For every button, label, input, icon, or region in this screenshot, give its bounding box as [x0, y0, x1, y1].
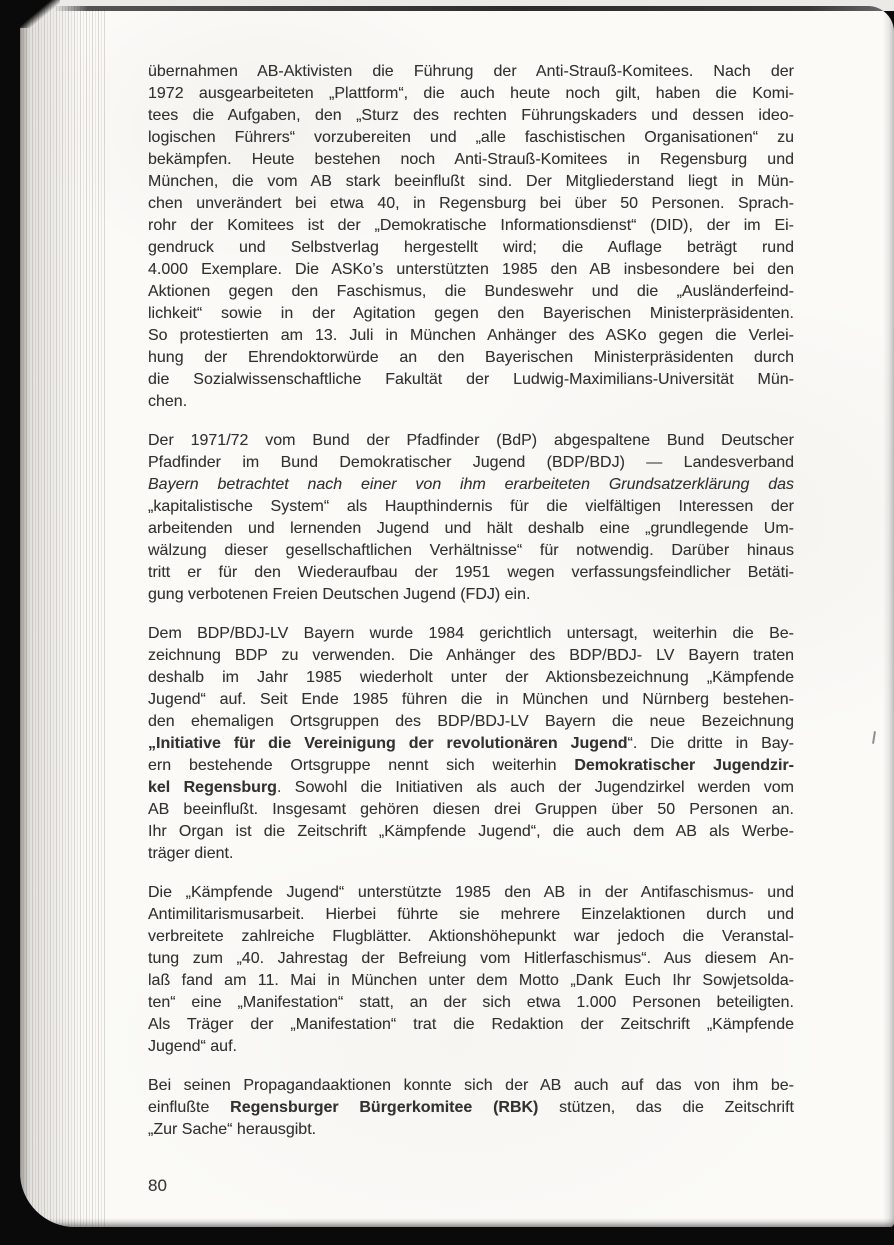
bold-text: „Initiative für die Vereinigung der revolutionären Jugend	[148, 735, 628, 752]
text-line	[148, 127, 794, 149]
paragraph	[148, 623, 794, 865]
text-line	[148, 689, 794, 711]
text-line	[148, 303, 794, 325]
text-line	[148, 83, 794, 105]
text-segment: Jugend“ auf.	[148, 1038, 237, 1055]
text-segment: verbreitete zahlreiche Flugblätter. Aktionshöhepunkt war jedoch die Veranstal-	[148, 928, 794, 945]
text-segment: “. Die dritte in Bay-	[627, 735, 794, 752]
text-line	[148, 193, 794, 215]
text-line	[148, 540, 794, 562]
text-line	[148, 667, 794, 689]
text-line	[148, 496, 794, 518]
text-line	[148, 799, 794, 821]
text-line	[148, 562, 794, 584]
text-line	[148, 1014, 794, 1036]
text-line	[148, 1075, 794, 1097]
text-segment: chen.	[148, 393, 188, 410]
bold-text: kel Regensburg	[148, 779, 277, 796]
text-line	[148, 623, 794, 645]
text-line	[148, 821, 794, 843]
text-line	[148, 259, 794, 281]
page-bottom-edge-shadow	[20, 1218, 894, 1227]
paragraph	[148, 430, 794, 606]
text-segment: die Sozialwissenschaftliche Fakultät der Ludwig-Maximilians-Universität Mün-	[148, 371, 794, 388]
paragraph	[148, 61, 794, 413]
text-line	[148, 215, 794, 237]
text-segment: Bei seinen Propagandaaktionen konnte sich der AB auch auf das von ihm be-	[148, 1077, 794, 1094]
text-line	[148, 992, 794, 1014]
text-segment: . Sowohl die Initiativen als auch der Jugendzirkel werden vom	[276, 779, 795, 796]
text-line	[148, 325, 794, 347]
text-line	[148, 171, 794, 193]
text-segment: AB beeinflußt. Insgesamt gehören diesen drei Gruppen über 50 Personen an.	[148, 801, 794, 818]
body-text-block	[148, 61, 794, 1158]
text-line	[148, 926, 794, 948]
text-line	[148, 105, 794, 127]
text-segment: Dem BDP/BDJ-LV Bayern wurde 1984 gerichtlich untersagt, weiterhin die Be-	[148, 625, 794, 642]
text-line	[148, 391, 794, 413]
text-segment: 1972 ausgearbeiteten „Plattform“, die auch heute noch gilt, haben die Komi-	[148, 85, 794, 102]
text-line	[148, 369, 794, 391]
text-segment: München, die vom AB stark beeinflußt sind. Der Mitgliederstand liegt in Mün-	[148, 173, 794, 190]
text-segment: 4.000 Exemplare. Die ASKo’s unterstützten 1985 den AB insbesondere bei den	[148, 261, 794, 278]
text-segment: stützen, das die Zeitschrift	[538, 1099, 794, 1116]
text-line	[148, 281, 794, 303]
italic-text: Bayern betrachtet nach einer von ihm erarbeiteten Grundsatzerklärung das	[148, 476, 794, 493]
text-segment: wälzung dieser gesellschaftlichen Verhältnisse“ für notwendig. Darüber hinaus	[148, 542, 794, 559]
text-line	[148, 430, 794, 452]
text-segment: einflußte	[148, 1099, 231, 1116]
text-line	[148, 584, 794, 606]
text-line	[148, 882, 794, 904]
text-segment: So protestierten am 13. Juli in München Anhänger des ASKo gegen die Verlei-	[148, 327, 794, 344]
text-line	[148, 237, 794, 259]
text-line	[148, 645, 794, 667]
text-segment: tees die Aufgaben, den „Sturz des rechten Führungskaders und dessen ideo-	[148, 107, 794, 124]
text-line	[148, 149, 794, 171]
text-segment: Aktionen gegen den Faschismus, die Bundeswehr und die „Ausländerfeind-	[148, 283, 794, 300]
page-top-edge-shadow	[54, 6, 894, 11]
text-segment: ern bestehende Ortsgruppe nennt sich weiterhin	[148, 757, 575, 774]
text-segment: deshalb im Jahr 1985 wiederholt unter der Aktionsbezeichnung „Kämpfende	[148, 669, 794, 686]
page-stack-fore-edge	[20, 6, 106, 1227]
text-line	[148, 474, 794, 496]
text-segment: den ehemaligen Ortsgruppen des BDP/BDJ-LV Bayern die neue Bezeichnung	[148, 713, 794, 730]
text-line	[148, 948, 794, 970]
text-line	[148, 733, 794, 755]
text-segment: lichkeit“ sowie in der Agitation gegen den Bayerischen Ministerpräsidenten.	[148, 305, 794, 322]
text-line	[148, 843, 794, 865]
text-line	[148, 970, 794, 992]
text-segment: bekämpfen. Heute bestehen noch Anti-Strauß-Komitees in Regensburg und	[148, 151, 794, 168]
text-line	[148, 452, 794, 474]
text-segment: laß fand am 11. Mai in München unter dem Motto „Dank Euch Ihr Sowjetsolda-	[148, 972, 794, 989]
text-line	[148, 347, 794, 369]
page-number: 80	[148, 1176, 167, 1195]
bold-text: Demokratischer Jugendzir-	[574, 757, 794, 774]
text-segment: Jugend“ auf. Seit Ende 1985 führen die in München und Nürnberg bestehen-	[148, 691, 794, 708]
text-line	[148, 1097, 794, 1119]
text-line	[148, 904, 794, 926]
text-segment: „kapitalistische System“ als Haupthindernis für die vielfältigen Interessen der	[148, 498, 794, 515]
text-segment: gung verbotenen Freien Deutschen Jugend (FDJ) ein.	[148, 586, 531, 603]
paragraph	[148, 882, 794, 1058]
paragraph	[148, 1075, 794, 1141]
text-line	[148, 777, 794, 799]
text-segment: rohr der Komitees ist der „Demokratische Informationsdienst“ (DID), der im Ei-	[148, 217, 794, 234]
bold-text: Regensburger Bürgerkomitee (RBK)	[230, 1099, 539, 1116]
text-segment: hung der Ehrendoktorwürde an den Bayerischen Ministerpräsidenten durch	[148, 349, 794, 366]
text-segment: „Zur Sache“ herausgibt.	[148, 1121, 317, 1138]
text-segment: arbeitenden und lernenden Jugend und hält deshalb eine „grundlegende Um-	[148, 520, 794, 537]
text-segment: Pfadfinder im Bund Demokratischer Jugend (BDP/BDJ) — Landesverband	[148, 454, 794, 471]
text-segment: ten“ eine „Manifestation“ statt, an der sich etwa 1.000 Personen beteiligten.	[148, 994, 794, 1011]
text-line	[148, 1119, 794, 1141]
text-line	[148, 755, 794, 777]
text-segment: gendruck und Selbstverlag hergestellt wird; die Auflage beträgt rund	[148, 239, 794, 256]
text-segment: übernahmen AB-Aktivisten die Führung der Anti-Strauß-Komitees. Nach der	[148, 63, 794, 80]
page-right-edge-shadow	[883, 6, 894, 1227]
text-segment: chen unverändert bei etwa 40, in Regensburg bei über 50 Personen. Sprach-	[148, 195, 794, 212]
text-segment: träger dient.	[148, 845, 234, 862]
text-segment: tritt er für den Wiederaufbau der 1951 wegen verfassungsfeindlicher Betäti-	[148, 564, 794, 581]
text-segment: Der 1971/72 vom Bund der Pfadfinder (BdP) abgespaltene Bund Deutscher	[148, 432, 794, 449]
text-segment: Als Träger der „Manifestation“ trat die Redaktion der Zeitschrift „Kämpfende	[148, 1016, 794, 1033]
text-segment: Antimilitarismusarbeit. Hierbei führte sie mehrere Einzelaktionen durch und	[148, 906, 794, 923]
text-segment: Ihr Organ ist die Zeitschrift „Kämpfende Jugend“, die auch dem AB als Werbe-	[148, 823, 794, 840]
text-segment: tung zum „40. Jahrestag der Befreiung vom Hitlerfaschismus“. Aus diesem An-	[148, 950, 794, 967]
text-segment: Die „Kämpfende Jugend“ unterstützte 1985 den AB in der Antifaschismus- und	[148, 884, 794, 901]
text-line	[148, 61, 794, 83]
text-segment: logischen Führers“ vorzubereiten und „alle faschistischen Organisationen“ zu	[148, 129, 794, 146]
text-segment: zeichnung BDP zu verwenden. Die Anhänger des BDP/BDJ- LV Bayern traten	[148, 647, 794, 664]
text-line	[148, 1036, 794, 1058]
text-line	[148, 711, 794, 733]
top-left-corner-notch	[20, 0, 60, 28]
text-line	[148, 518, 794, 540]
